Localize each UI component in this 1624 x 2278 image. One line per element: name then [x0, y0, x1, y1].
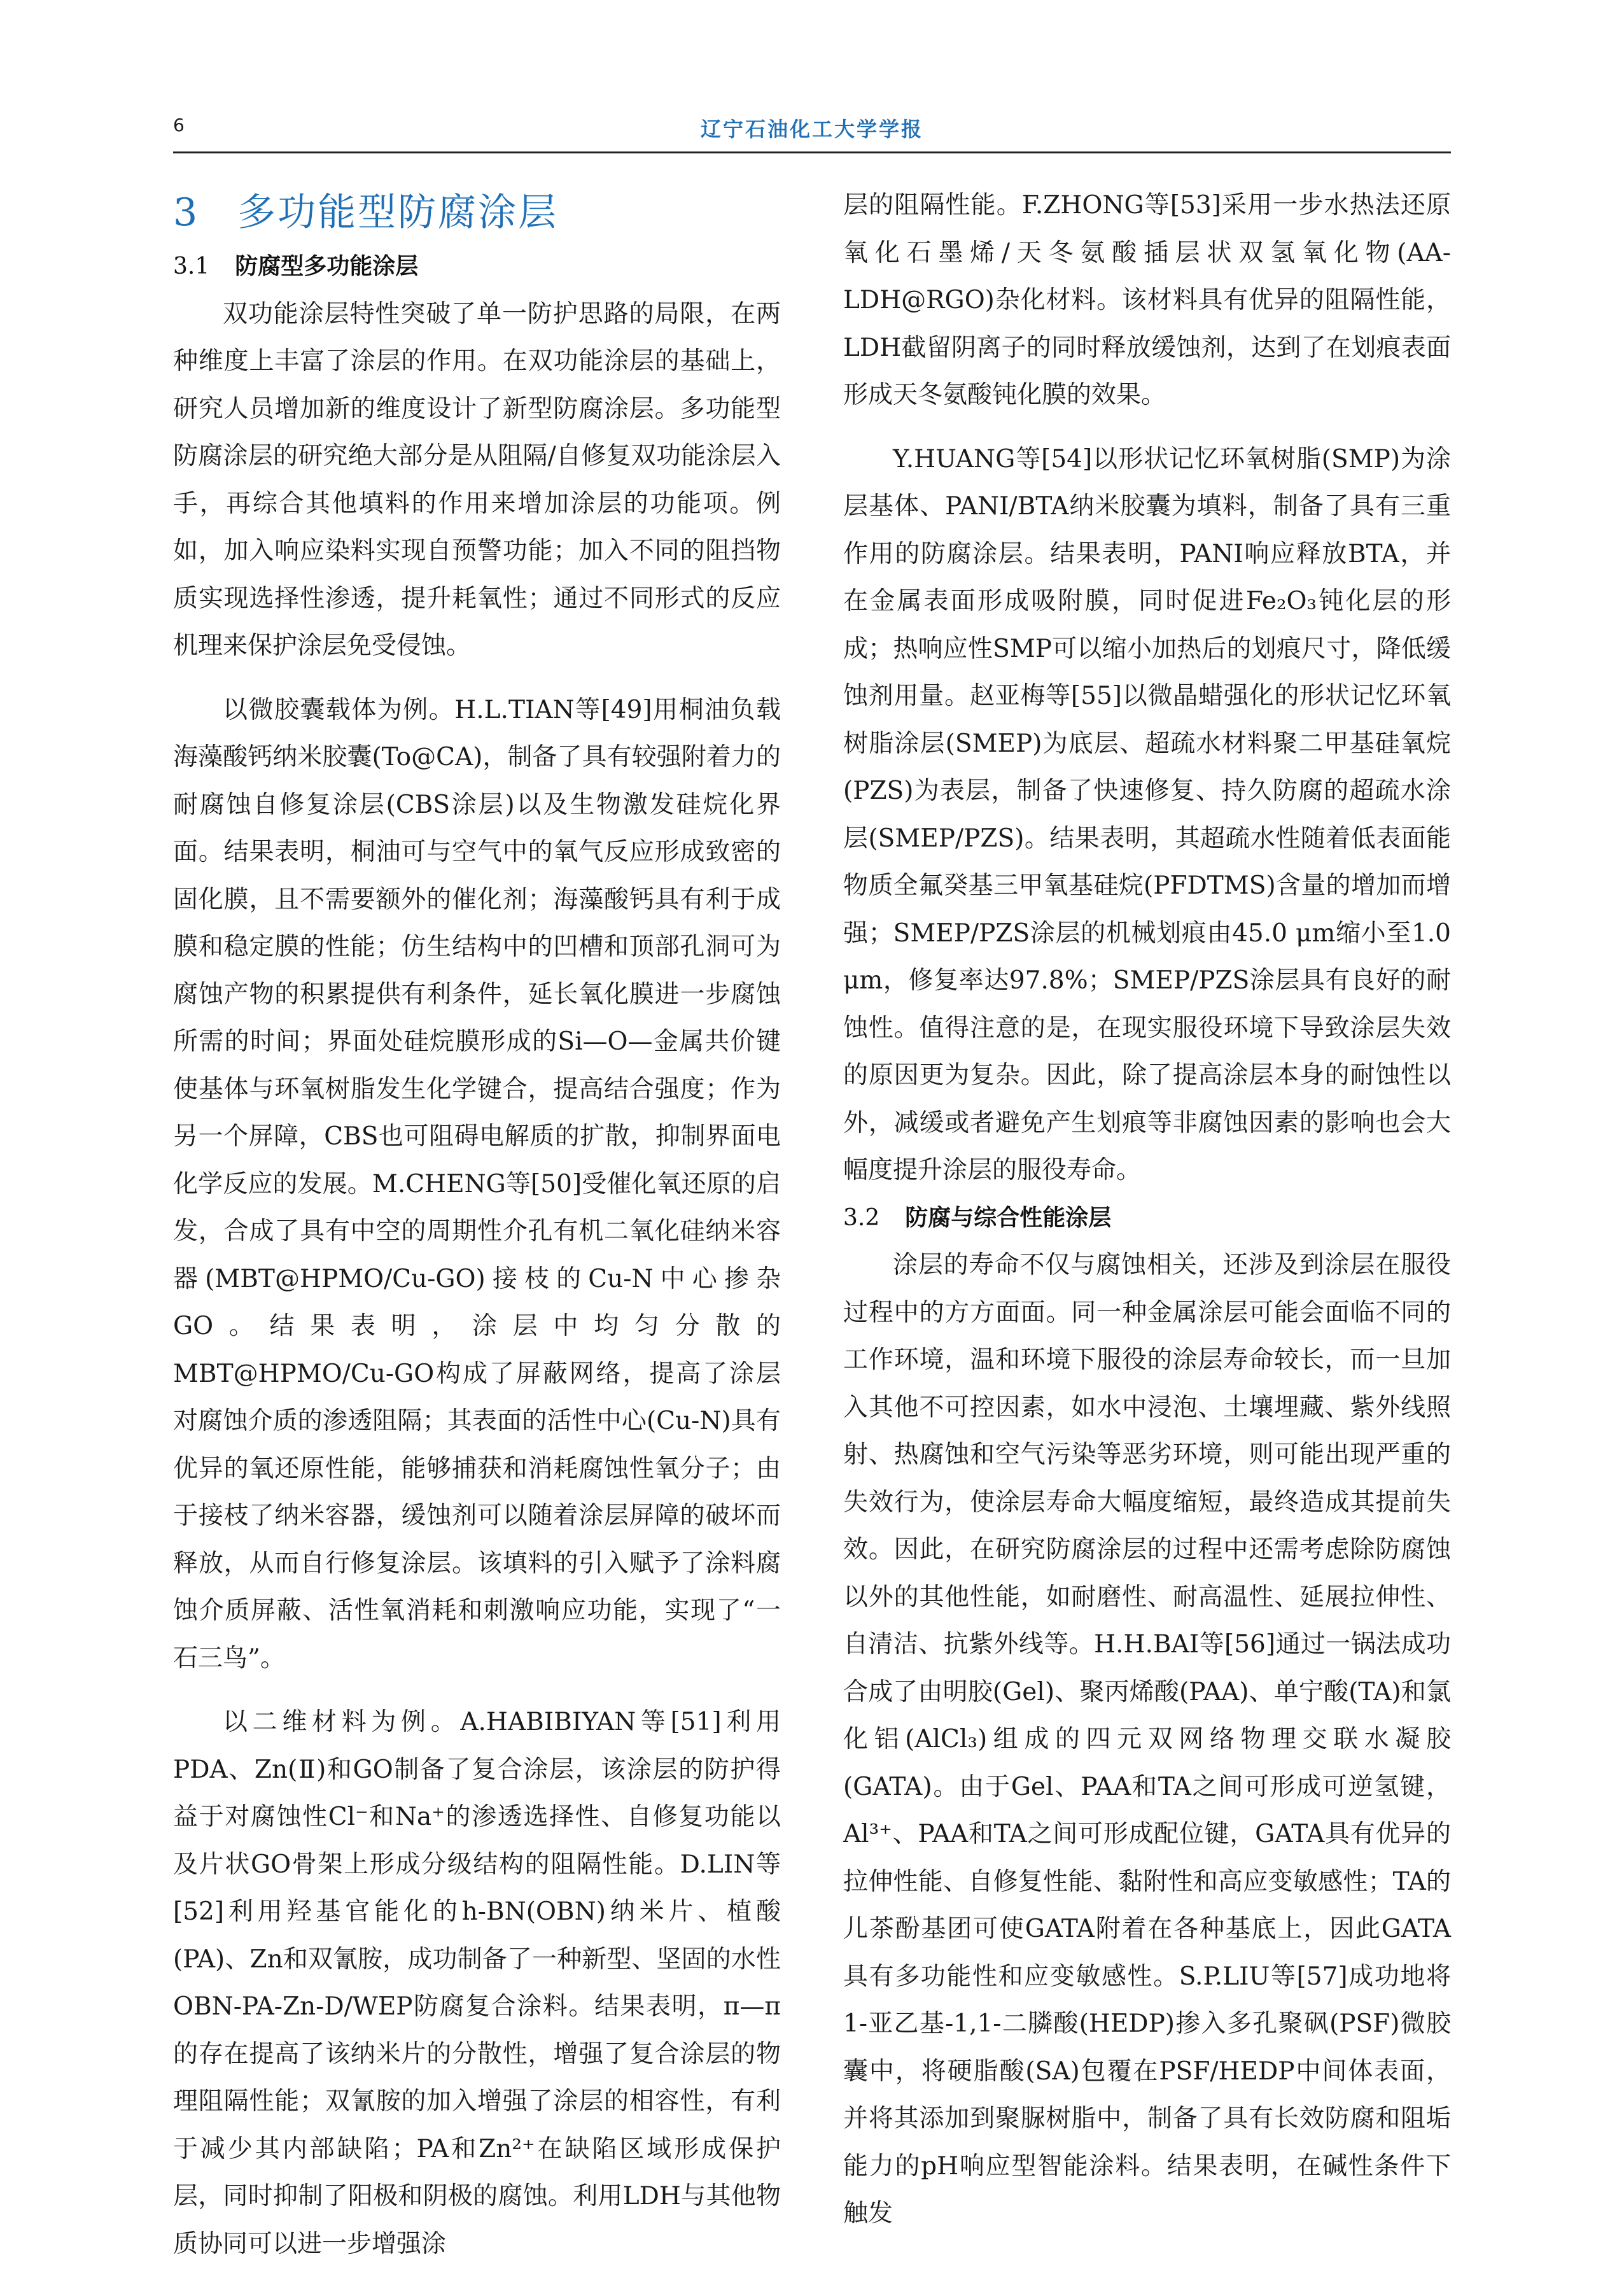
subsection-title: 防腐与综合性能涂层	[905, 1204, 1112, 1231]
subsection-heading-3-2	[843, 1195, 1451, 1242]
paragraph: 以微胶囊载体为例。H.L.TIAN等[49]用桐油负载海藻酸钙纳米胶囊(To@CA)，制备了具有较强附着力的耐腐蚀自修复涂层(CBS涂层)以及生物激发硅烷化界面。结果表明，桐油可与空气中的氧气反应形成致密的固化膜，且不需要额外的催化剂；海藻酸钙具有利于成膜和稳定膜的性能；仿生结构中的凹槽和顶部孔洞可为腐蚀产物的积累提供有利条件，延长氧化膜进一步腐蚀所需的时间；界面处硅烷膜形成的Si—O—金属共价键使基体与环氧树脂发生化学键合，提高结合强度；作为另一个屏障，CBS也可阻碍电解质的扩散，抑制界面电化学反应的发展。M.CHENG等[50]受催化氧还原的启发，合成了具有中空的周期性介孔有机二氧化硅纳米容器(MBT@HPMO/Cu-GO)接枝的Cu-N中心掺杂GO。结果表明，涂层中均匀分散的MBT@HPMO/Cu-GO构成了屏蔽网络，提高了涂层对腐蚀介质的渗透阻隔；其表面的活性中心(Cu-N)具有优异的氧还原性能，能够捕获和消耗腐蚀性氧分子；由于接枝了纳米容器，缓蚀剂可以随着涂层屏障的破坏而释放，从而自行修复涂层。该填料的引入赋予了涂料腐蚀介质屏蔽、活性氧消耗和刺激响应功能，实现了“一石三鸟”。	[173, 695, 781, 1673]
paragraph: 以二维材料为例。A.HABIBIYAN等[51]利用PDA、Zn(Ⅱ)和GO制备了复合涂层，该涂层的防护得益于对腐蚀性Cl⁻和Na⁺的渗透选择性、自修复功能以及片状GO骨架上形成分级结构的阻隔性能。D.LIN等[52]利用羟基官能化的h-BN(OBN)纳米片、植酸(PA)、Zn和双氰胺，成功制备了一种新型、坚固的水性OBN-PA-Zn-D/WEP防腐复合涂料。结果表明，π—π的存在提高了该纳米片的分散性，增强了复合涂层的物理阻隔性能；双氰胺的加入增强了涂层的相容性，有利于减少其内部缺陷；PA和Zn²⁺在缺陷区域形成保护层，同时抑制了阳极和阴极的腐蚀。利用LDH与其他物质协同可以进一步增强涂	[173, 1708, 781, 2258]
paragraph: Y.HUANG等[54]以形状记忆环氧树脂(SMP)为涂层基体、PANI/BTA纳米胶囊为填料，制备了具有三重作用的防腐涂层。结果表明，PANI响应释放BTA，并在金属表面形成吸附膜，同时促进Fe₂O₃钝化层的形成；热响应性SMP可以缩小加热后的划痕尺寸，降低缓蚀剂用量。赵亚梅等[55]以微晶蜡强化的形状记忆环氧树脂涂层(SMEP)为底层、超疏水材料聚二甲基硅氧烷(PZS)为表层，制备了快速修复、持久防腐的超疏水涂层(SMEP/PZS)。结果表明，其超疏水性随着低表面能物质全氟癸基三甲氧基硅烷(PFDTMS)含量的增加而增强；SMEP/PZS涂层的机械划痕由45.0 μm缩小至1.0 μm，修复率达97.8%；SMEP/PZS涂层具有良好的耐蚀性。值得注意的是，在现实服役环境下导致涂层失效的原因更为复杂。因此，除了提高涂层本身的耐蚀性以外，减缓或者避免产生划痕等非腐蚀因素的影响也会大幅度提升涂层的服役寿命。	[843, 444, 1451, 1185]
right-column	[843, 182, 1451, 2238]
running-header	[173, 108, 1451, 153]
section-number: 3	[173, 190, 200, 235]
journal-title: 辽宁石油化工大学学报	[700, 117, 923, 141]
page-number: 6	[173, 115, 185, 136]
section-heading	[173, 182, 781, 243]
left-column	[173, 182, 781, 2268]
subsection-title: 防腐型多功能涂层	[235, 253, 419, 279]
paragraph: 涂层的寿命不仅与腐蚀相关，还涉及到涂层在服役过程中的方方面面。同一种金属涂层可能会面临不同的工作环境，温和环境下服役的涂层寿命较长，而一旦加入其他不可控因素，如水中浸泡、土壤埋藏、紫外线照射、热腐蚀和空气污染等恶劣环境，则可能出现严重的失效行为，使涂层寿命大幅度缩短，最终造成其提前失效。因此，在研究防腐涂层的过程中还需考虑除防腐蚀以外的其他性能，如耐磨性、耐高温性、延展拉伸性、自清洁、抗紫外线等。H.H.BAI等[56]通过一锅法成功合成了由明胶(Gel)、聚丙烯酸(PAA)、单宁酸(TA)和氯化铝(AlCl₃)组成的四元双网络物理交联水凝胶(GATA)。由于Gel、PAA和TA之间可形成可逆氢键，Al³⁺、PAA和TA之间可形成配位键，GATA具有优异的拉伸性能、自修复性能、黏附性和高应变敏感性；TA的儿茶酚基团可使GATA附着在各种基底上，因此GATA具有多功能性和应变敏感性。S.P.LIU等[57]成功地将1-亚乙基-1,1-二膦酸(HEDP)掺入多孔聚砜(PSF)微胶囊中，将硬脂酸(SA)包覆在PSF/HEDP中间体表面，并将其添加到聚脲树脂中，制备了具有长效防腐和阻垢能力的pH响应型智能涂料。结果表明，在碱性条件下触发	[843, 1251, 1451, 2228]
paragraph: 层的阻隔性能。F.ZHONG等[53]采用一步水热法还原氧化石墨烯/天冬氨酸插层状双氢氧化物(AA-LDH@RGO)杂化材料。该材料具有优异的阻隔性能，LDH截留阴离子的同时释放缓蚀剂，达到了在划痕表面形成天冬氨酸钝化膜的效果。	[843, 191, 1451, 409]
subsection-number: 3.2	[843, 1204, 880, 1231]
subsection-number: 3.1	[173, 253, 210, 279]
section-title: 多功能型防腐涂层	[237, 190, 559, 235]
paragraph: 双功能涂层特性突破了单一防护思路的局限，在两种维度上丰富了涂层的作用。在双功能涂层的基础上，研究人员增加新的维度设计了新型防腐涂层。多功能型防腐涂层的研究绝大部分是从阻隔/自修复双功能涂层入手，再综合其他填料的作用来增加涂层的功能项。例如，加入响应染料实现自预警功能；加入不同的阻挡物质实现选择性渗透，提升耗氧性；通过不同形式的反应机理来保护涂层免受侵蚀。	[173, 299, 781, 660]
subsection-heading-3-1	[173, 243, 781, 291]
